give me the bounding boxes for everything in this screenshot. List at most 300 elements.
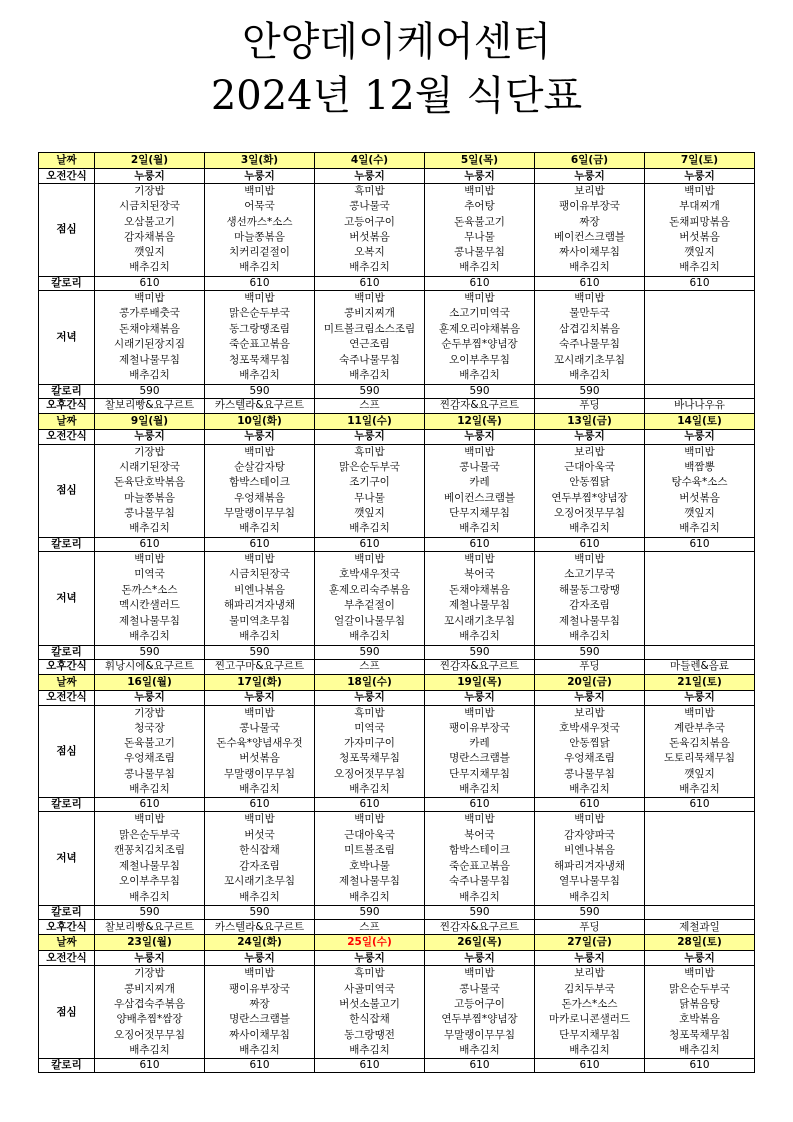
menu-item: 짜사이채무침 xyxy=(559,246,620,259)
afternoon-snack-cell: 푸딩 xyxy=(535,920,645,935)
date-text: 19일(목) xyxy=(457,675,502,688)
date-cell xyxy=(425,674,535,690)
menu-item: 오복지 xyxy=(354,246,385,259)
menu-item: 돈육김치볶음 xyxy=(669,737,730,750)
lunch-menu-cell xyxy=(315,966,425,1059)
menu-item: 배추김치 xyxy=(349,783,390,796)
menu-item: 우엉채볶음 xyxy=(234,491,285,504)
menu-item: 근대아욱국 xyxy=(564,461,615,474)
afternoon-snack-cell: 찐감자&요구르트 xyxy=(425,920,535,935)
menu-item: 버섯국 xyxy=(244,828,275,841)
calorie-cell: 590 xyxy=(95,384,205,398)
menu-item: 배추김치 xyxy=(239,369,280,382)
menu-item: 배추김치 xyxy=(569,522,610,535)
menu-item xyxy=(645,353,754,369)
menu-item: 호박볶음 xyxy=(679,1013,720,1026)
menu-item: 무나물 xyxy=(354,491,385,504)
menu-item: 백미밥 xyxy=(134,552,165,565)
menu-item: 버섯볶음 xyxy=(679,491,720,504)
menu-item: 제철나물무침 xyxy=(119,614,180,627)
date-cell xyxy=(205,674,315,690)
menu-item: 함박스테이크 xyxy=(229,476,290,489)
menu-item: 백미밥 xyxy=(134,813,165,826)
morning-snack-cell: 누룽지 xyxy=(645,951,755,966)
menu-item: 콩나물국 xyxy=(459,461,500,474)
calorie-cell: 610 xyxy=(205,1059,315,1073)
menu-item: 카레 xyxy=(469,476,490,489)
menu-item: 돈육단호박볶음 xyxy=(113,476,185,489)
calorie-cell: 610 xyxy=(645,798,755,812)
menu-item: 배추김치 xyxy=(239,261,280,274)
date-row xyxy=(39,413,755,429)
menu-item: 양배추찜*쌈장 xyxy=(116,1013,183,1026)
date-cell xyxy=(205,153,315,169)
menu-item: 백미밥 xyxy=(574,813,605,826)
morning-snack-label: 오전간식 xyxy=(39,690,95,705)
morning-snack-cell: 누룽지 xyxy=(95,951,205,966)
menu-item: 백미밥 xyxy=(464,185,495,197)
calorie-cell: 610 xyxy=(425,1059,535,1073)
lunch-menu-cell xyxy=(95,966,205,1059)
morning-snack-cell: 누룽지 xyxy=(95,429,205,444)
menu-item: 근대아욱국 xyxy=(344,828,395,841)
date-text: 11일(수) xyxy=(347,414,392,427)
menu-item: 단무지채무침 xyxy=(449,506,510,519)
afternoon-snack-cell: 카스텔라&요구르트 xyxy=(205,920,315,935)
menu-item: 배추김치 xyxy=(129,369,170,382)
menu-item: 짜장 xyxy=(579,215,600,228)
menu-item: 꼬시래기초무침 xyxy=(443,614,515,627)
dinner-menu-cell xyxy=(315,290,425,384)
menu-item: 어묵국 xyxy=(244,200,275,213)
calorie-cell: 610 xyxy=(645,276,755,290)
morning-snack-cell: 누룽지 xyxy=(425,951,535,966)
menu-item: 계란부추국 xyxy=(674,721,725,734)
menu-item: 배추김치 xyxy=(129,1043,170,1056)
menu-item: 배추김치 xyxy=(569,369,610,382)
menu-item: 보리밥 xyxy=(574,706,605,719)
calorie-cell: 610 xyxy=(95,798,205,812)
date-text: 5일(목) xyxy=(460,154,499,166)
calorie-cell: 610 xyxy=(315,1059,425,1073)
menu-item: 청포묵채무침 xyxy=(229,353,290,366)
calorie-cell: 610 xyxy=(205,537,315,551)
menu-item: 백미밥 xyxy=(134,291,165,304)
menu-item: 백미밥 xyxy=(574,291,605,304)
menu-item xyxy=(645,598,754,614)
menu-item: 배추김치 xyxy=(459,630,500,643)
date-text: 7일(토) xyxy=(680,154,719,166)
calorie-cell: 590 xyxy=(95,645,205,659)
dinner-menu-cell xyxy=(425,812,535,906)
dinner-label: 저녁 xyxy=(39,290,95,384)
dinner-row xyxy=(39,290,755,384)
menu-item: 숙주나물무침 xyxy=(559,338,620,351)
dinner-menu-cell xyxy=(205,551,315,645)
lunch-menu-cell xyxy=(95,444,205,537)
menu-item: 고등어구이 xyxy=(454,997,505,1010)
menu-item: 배추김치 xyxy=(459,890,500,903)
date-text: 17일(화) xyxy=(237,675,282,688)
menu-item: 시래기된장국 xyxy=(119,461,180,474)
menu-item: 보리밥 xyxy=(574,445,605,458)
date-text: 14일(토) xyxy=(677,414,722,427)
menu-item: 제철나물무침 xyxy=(119,859,180,872)
menu-item: 백미밥 xyxy=(464,706,495,719)
menu-item: 기장밥 xyxy=(134,185,165,197)
menu-item: 콩비지찌개 xyxy=(344,307,395,320)
menu-item: 추어탕 xyxy=(464,200,495,213)
menu-item: 배추김치 xyxy=(239,522,280,535)
afternoon-snack-cell: 바나나우유 xyxy=(645,398,755,413)
date-text: 13일(금) xyxy=(567,414,612,427)
menu-item: 백미밥 xyxy=(464,291,495,304)
lunch-menu-cell xyxy=(205,966,315,1059)
morning-snack-cell: 누룽지 xyxy=(645,690,755,705)
date-text: 27일(금) xyxy=(567,936,612,949)
menu-item: 미역국 xyxy=(134,568,165,581)
morning-snack-label: 오전간식 xyxy=(39,951,95,966)
date-cell xyxy=(645,413,755,429)
menu-item: 마늘쫑볶음 xyxy=(234,230,285,243)
lunch-calorie-row xyxy=(39,276,755,290)
menu-item: 콩가루배춧국 xyxy=(119,307,180,320)
menu-item: 흑미밥 xyxy=(354,445,385,458)
menu-item: 열무나물무침 xyxy=(559,875,620,888)
menu-item: 배추김치 xyxy=(239,890,280,903)
calorie-cell: 610 xyxy=(425,798,535,812)
menu-item: 훈제오리숙주볶음 xyxy=(328,583,411,596)
lunch-menu-cell xyxy=(95,705,205,798)
calorie-label: 칼로리 xyxy=(39,384,95,398)
menu-item: 돈수육*양념새우젓 xyxy=(216,737,303,750)
date-text: 21일(토) xyxy=(677,675,722,688)
menu-item: 베이컨스크램블 xyxy=(553,230,625,243)
dinner-label: 저녁 xyxy=(39,812,95,906)
menu-item: 백미밥 xyxy=(354,813,385,826)
morning-snack-cell: 누룽지 xyxy=(95,690,205,705)
afternoon-snack-row xyxy=(39,398,755,413)
menu-item: 배추김치 xyxy=(129,890,170,903)
afternoon-snack-cell: 찐감자&요구르트 xyxy=(425,398,535,413)
menu-item xyxy=(645,306,754,322)
menu-item: 고등어구이 xyxy=(344,215,395,228)
afternoon-snack-label: 오후간식 xyxy=(39,920,95,935)
date-cell xyxy=(95,153,205,169)
menu-item: 배추김치 xyxy=(679,1043,720,1056)
menu-item xyxy=(645,843,754,859)
date-cell xyxy=(535,413,645,429)
menu-item: 꼬시래기초무침 xyxy=(553,353,625,366)
menu-item: 우엉채조림 xyxy=(124,752,175,765)
menu-item: 배추김치 xyxy=(679,522,720,535)
menu-item: 시금치된장국 xyxy=(119,200,180,213)
afternoon-snack-cell: 카스텔라&요구르트 xyxy=(205,398,315,413)
lunch-calorie-row xyxy=(39,537,755,551)
menu-month-title: 2024년 12월 식단표 xyxy=(210,73,583,119)
dinner-menu-cell xyxy=(535,290,645,384)
date-cell xyxy=(315,935,425,951)
dinner-menu-cell xyxy=(95,290,205,384)
menu-item: 백미밥 xyxy=(244,291,275,304)
calorie-cell: 590 xyxy=(535,906,645,920)
menu-item: 버섯볶음 xyxy=(239,752,280,765)
lunch-row xyxy=(39,705,755,798)
menu-item: 배추김치 xyxy=(349,890,390,903)
calorie-label: 칼로리 xyxy=(39,1059,95,1073)
calorie-label: 칼로리 xyxy=(39,276,95,290)
afternoon-snack-row xyxy=(39,659,755,674)
menu-item: 감자양파국 xyxy=(564,828,615,841)
date-cell xyxy=(205,935,315,951)
morning-snack-cell: 누룽지 xyxy=(535,429,645,444)
afternoon-snack-cell: 푸딩 xyxy=(535,659,645,674)
menu-item: 기장밥 xyxy=(134,445,165,458)
lunch-row xyxy=(39,444,755,537)
menu-item: 흑미밥 xyxy=(354,706,385,719)
menu-item: 삼겹김치볶음 xyxy=(559,322,620,335)
calorie-cell: 610 xyxy=(535,276,645,290)
menu-item: 백미밥 xyxy=(464,445,495,458)
lunch-menu-cell xyxy=(645,705,755,798)
menu-item: 동그랑땡전 xyxy=(344,1028,395,1041)
morning-snack-label: 오전간식 xyxy=(39,169,95,184)
menu-item: 얼갈이나물무침 xyxy=(333,614,405,627)
date-text: 18일(수) xyxy=(347,675,392,688)
calorie-cell: 610 xyxy=(205,798,315,812)
dinner-menu-cell xyxy=(425,290,535,384)
menu-item xyxy=(645,874,754,890)
menu-item: 감자조림 xyxy=(239,859,280,872)
calorie-cell: 610 xyxy=(645,537,755,551)
menu-item: 배추김치 xyxy=(459,261,500,274)
menu-item: 감자채볶음 xyxy=(124,230,175,243)
menu-item: 배추김치 xyxy=(129,783,170,796)
morning-snack-cell: 누룽지 xyxy=(425,429,535,444)
calorie-cell: 590 xyxy=(315,384,425,398)
lunch-menu-cell xyxy=(205,444,315,537)
menu-item: 청포묵채무침 xyxy=(669,1028,730,1041)
dinner-menu-cell xyxy=(205,812,315,906)
menu-item: 백미밥 xyxy=(574,552,605,565)
afternoon-snack-cell: 마들렌&음료 xyxy=(645,659,755,674)
menu-item: 물미역초무침 xyxy=(229,614,290,627)
lunch-menu-cell xyxy=(425,966,535,1059)
menu-item: 배추김치 xyxy=(239,783,280,796)
calorie-cell: 590 xyxy=(315,645,425,659)
dinner-menu-cell xyxy=(95,551,205,645)
morning-snack-cell: 누룽지 xyxy=(535,951,645,966)
menu-item: 돈까스*소스 xyxy=(121,583,178,596)
menu-item: 오징어젓무무침 xyxy=(113,1028,185,1041)
menu-item: 북어국 xyxy=(464,568,495,581)
lunch-menu-cell xyxy=(205,705,315,798)
menu-item: 콩비지찌개 xyxy=(124,982,175,995)
menu-item: 돈육불고기 xyxy=(124,737,175,750)
menu-item: 깻잎지 xyxy=(134,246,165,259)
menu-item: 부대찌개 xyxy=(679,200,720,213)
menu-item: 백미밥 xyxy=(464,552,495,565)
morning-snack-cell: 누룽지 xyxy=(205,169,315,184)
menu-item: 콩나물무침 xyxy=(124,767,175,780)
menu-item: 백미밥 xyxy=(684,185,715,197)
menu-item: 감자조림 xyxy=(569,599,610,612)
calorie-cell: 590 xyxy=(205,645,315,659)
menu-item: 명란스크램블 xyxy=(449,752,510,765)
menu-item xyxy=(645,812,754,828)
menu-item: 백미밥 xyxy=(684,445,715,458)
date-row xyxy=(39,935,755,951)
date-text: 26일(목) xyxy=(457,936,502,949)
lunch-menu-cell xyxy=(425,705,535,798)
menu-item: 탕수육*소스 xyxy=(671,476,728,489)
menu-item: 시래기된장지짐 xyxy=(113,338,185,351)
menu-item: 백미밥 xyxy=(244,813,275,826)
menu-item: 우삼겹숙주볶음 xyxy=(113,997,185,1010)
date-text: 6일(금) xyxy=(570,154,609,166)
menu-item xyxy=(645,567,754,583)
menu-item: 호박새우젓국 xyxy=(339,568,400,581)
morning-snack-cell: 누룽지 xyxy=(205,690,315,705)
calorie-label: 칼로리 xyxy=(39,906,95,920)
menu-item xyxy=(645,552,754,568)
menu-item: 돈채야채볶음 xyxy=(119,322,180,335)
date-text: 9일(월) xyxy=(130,414,169,427)
menu-item xyxy=(645,337,754,353)
menu-item xyxy=(645,629,754,645)
menu-item: 미트볼크림소스조림 xyxy=(323,322,416,335)
menu-item: 배추김치 xyxy=(459,369,500,382)
menu-item: 백미밥 xyxy=(354,291,385,304)
dinner-menu-cell xyxy=(95,812,205,906)
dinner-calorie-row xyxy=(39,906,755,920)
dinner-menu-cell xyxy=(645,812,755,906)
lunch-menu-cell xyxy=(315,184,425,277)
morning-snack-cell: 누룽지 xyxy=(645,429,755,444)
menu-item: 배추김치 xyxy=(129,630,170,643)
date-cell xyxy=(95,674,205,690)
menu-item: 흑미밥 xyxy=(354,185,385,197)
menu-item: 짜장 xyxy=(249,997,270,1010)
calorie-cell: 610 xyxy=(95,276,205,290)
calorie-cell: 610 xyxy=(645,1059,755,1073)
date-cell xyxy=(535,674,645,690)
menu-item: 사골미역국 xyxy=(344,982,395,995)
menu-item: 배추김치 xyxy=(569,630,610,643)
date-cell xyxy=(95,413,205,429)
menu-item: 우엉채조림 xyxy=(564,752,615,765)
menu-item: 맑은순두부국 xyxy=(339,461,400,474)
menu-item: 백미밥 xyxy=(464,967,495,980)
menu-item: 미트볼조림 xyxy=(344,844,395,857)
menu-item: 팽이유부장국 xyxy=(449,721,510,734)
menu-item: 시금치된장국 xyxy=(229,568,290,581)
date-cell xyxy=(425,153,535,169)
menu-item: 마카로니콘샐러드 xyxy=(548,1013,631,1026)
date-cell xyxy=(645,674,755,690)
date-cell xyxy=(205,413,315,429)
menu-item: 백미밥 xyxy=(244,445,275,458)
menu-item xyxy=(645,583,754,599)
menu-item: 무나물 xyxy=(464,230,495,243)
menu-item: 깻잎지 xyxy=(684,506,715,519)
dinner-calorie-row xyxy=(39,645,755,659)
date-cell xyxy=(315,153,425,169)
calorie-label: 칼로리 xyxy=(39,798,95,812)
menu-item: 숙주나물무침 xyxy=(339,353,400,366)
menu-item: 버섯볶음 xyxy=(349,230,390,243)
calorie-cell: 590 xyxy=(95,906,205,920)
menu-item xyxy=(645,322,754,338)
calorie-cell: 610 xyxy=(315,276,425,290)
dinner-menu-cell xyxy=(535,812,645,906)
menu-item: 무말랭이무무침 xyxy=(443,1028,515,1041)
menu-item: 콩나물국 xyxy=(459,982,500,995)
menu-item: 백미밥 xyxy=(684,706,715,719)
menu-item xyxy=(645,828,754,844)
menu-item: 백미밥 xyxy=(684,967,715,980)
menu-item: 비엔나볶음 xyxy=(234,583,285,596)
menu-item: 김치두부국 xyxy=(564,982,615,995)
menu-item: 배추김치 xyxy=(349,522,390,535)
menu-item: 캔꽁치김치조림 xyxy=(113,844,185,857)
menu-item: 백미밥 xyxy=(244,185,275,197)
date-text: 3일(화) xyxy=(240,154,279,166)
afternoon-snack-cell: 찰보리빵&요구르트 xyxy=(95,398,205,413)
morning-snack-cell: 누룽지 xyxy=(645,169,755,184)
afternoon-snack-label: 오후간식 xyxy=(39,398,95,413)
afternoon-snack-cell: 푸딩 xyxy=(535,398,645,413)
afternoon-snack-row xyxy=(39,920,755,935)
date-text: 12일(목) xyxy=(457,414,502,427)
menu-item: 배추김치 xyxy=(459,522,500,535)
menu-item: 해파리겨자냉채 xyxy=(553,859,625,872)
date-cell xyxy=(315,674,425,690)
afternoon-snack-cell: 찰보리빵&요구르트 xyxy=(95,920,205,935)
menu-item: 백미밥 xyxy=(244,706,275,719)
menu-item: 제철나물무침 xyxy=(119,353,180,366)
menu-item xyxy=(645,614,754,630)
menu-item: 깻잎지 xyxy=(684,767,715,780)
menu-item: 조기구이 xyxy=(349,476,390,489)
menu-item: 훈제오리야채볶음 xyxy=(438,322,521,335)
menu-item: 제철나물무침 xyxy=(559,614,620,627)
morning-snack-label: 오전간식 xyxy=(39,429,95,444)
meal-plan-table xyxy=(38,152,755,1073)
dinner-label: 저녁 xyxy=(39,551,95,645)
menu-item: 버섯볶음 xyxy=(679,230,720,243)
morning-snack-cell: 누룽지 xyxy=(425,169,535,184)
menu-item: 해파리겨자냉채 xyxy=(223,599,295,612)
lunch-row xyxy=(39,966,755,1059)
calorie-cell xyxy=(645,645,755,659)
menu-item: 제철나물무침 xyxy=(449,599,510,612)
menu-item: 북어국 xyxy=(464,828,495,841)
date-text: 23일(월) xyxy=(127,936,172,949)
menu-item xyxy=(645,368,754,384)
menu-item: 해물동그랑땡 xyxy=(559,583,620,596)
menu-item: 오징어젓무무침 xyxy=(333,767,405,780)
calorie-label: 칼로리 xyxy=(39,645,95,659)
calorie-cell xyxy=(645,384,755,398)
calorie-cell: 610 xyxy=(315,537,425,551)
calorie-cell xyxy=(645,906,755,920)
dinner-row xyxy=(39,812,755,906)
menu-item: 배추김치 xyxy=(239,630,280,643)
date-text: 16일(월) xyxy=(127,675,172,688)
menu-item: 숙주나물무침 xyxy=(449,875,510,888)
calorie-cell: 590 xyxy=(535,384,645,398)
